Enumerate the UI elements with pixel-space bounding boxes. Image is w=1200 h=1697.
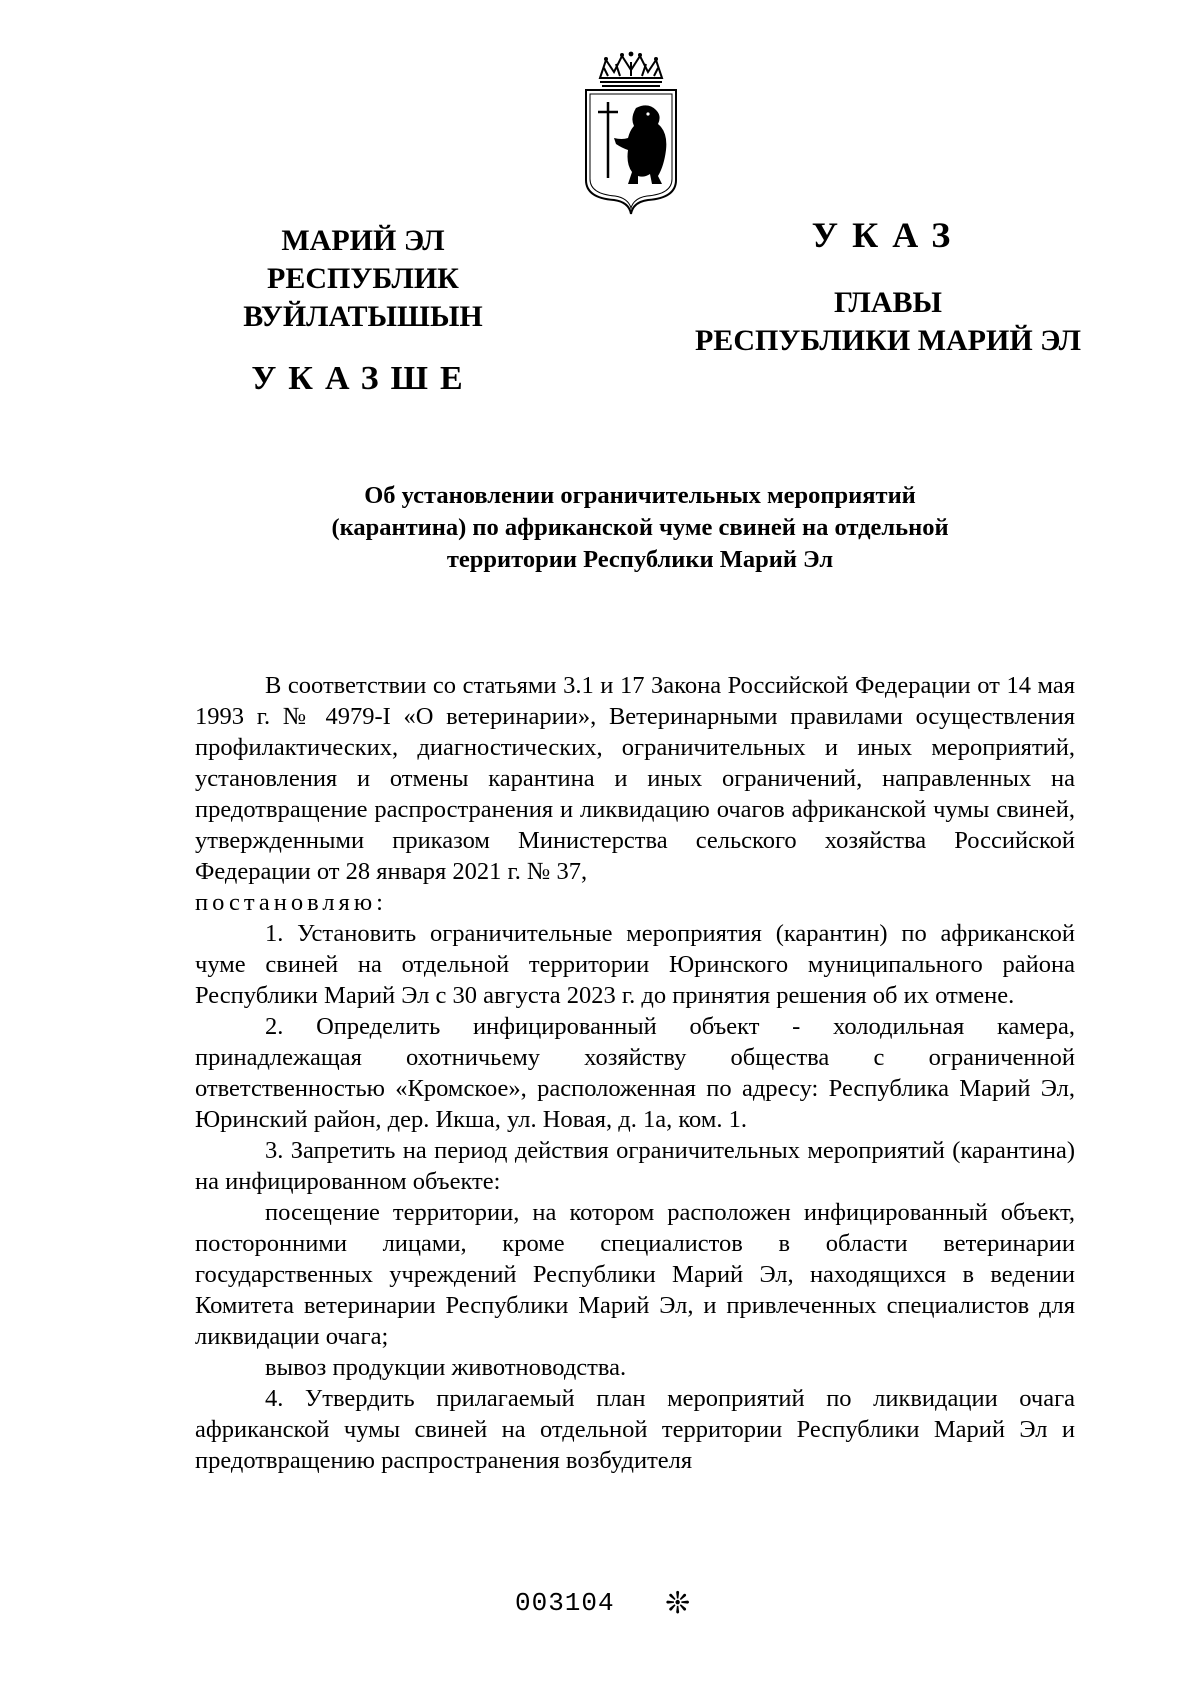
header-left-doc-type: УКАЗШЕ bbox=[251, 360, 475, 397]
header-right-line1: ГЛАВЫ bbox=[833, 286, 943, 319]
title-line3: территории Республики Марий Эл bbox=[446, 546, 834, 573]
coat-of-arms-emblem bbox=[578, 50, 684, 218]
paragraph-2: 2. Определить инфицированный объект - холодильная камера, принадлежащая охотничьему хозяйству общества с ограниченной ответственностью «Кромское», расположенная по адресу: Республика Марий Эл, Юринский район, дер. Икша, ул. Новая, д. 1а, ком. 1. bbox=[195, 1013, 1075, 1133]
decree-word: постановляю: bbox=[195, 889, 387, 916]
preamble-paragraph: В соответствии со статьями 3.1 и 17 Закона Российской Федерации от 14 мая 1993 г. № 4979-I «О ветеринарии», Ветеринарными правилами осуществления профилактических, диагностических, ограничительных и иных мероприятий, установления и отмены карантина и иных ограничений, направленных на предотвращение распространения и ликвидацию очагов африканской чумы свиней, утвержденными приказом Министерства сельского хозяйства Российской Федерации от 28 января 2021 г. № 37, bbox=[195, 672, 1075, 885]
title-line1: Об установлении ограничительных мероприятий bbox=[364, 482, 916, 509]
header-right-block bbox=[688, 216, 1088, 360]
paragraph-3-item-2: вывоз продукции животноводства. bbox=[265, 1354, 627, 1381]
paragraph-1: 1. Установить ограничительные мероприятия (карантин) по африканской чуме свиней на отдельной территории Юринского муниципального района Республики Марий Эл с 30 августа 2023 г. до принятия решения об их отмене. bbox=[195, 920, 1075, 1009]
serial-number: 003104 bbox=[515, 1588, 615, 1618]
document-title bbox=[190, 480, 1090, 576]
paragraph-3: 3. Запретить на период действия ограничительных мероприятий (карантина) на инфицированном объекте: bbox=[195, 1137, 1075, 1195]
header-left-line1: МАРИЙ ЭЛ РЕСПУБЛИК bbox=[267, 224, 459, 295]
header-left-block bbox=[188, 222, 538, 398]
header-right-line2: РЕСПУБЛИКИ МАРИЙ ЭЛ bbox=[694, 324, 1081, 357]
header-right-doc-type: УКАЗ bbox=[811, 215, 965, 255]
title-line2: (карантина) по африканской чуме свиней на отдельной bbox=[331, 514, 949, 541]
paragraph-4: 4. Утвердить прилагаемый план мероприятий по ликвидации очага африканской чумы свиней на отдельной территории Республики Марий Эл и предотвращению распространения возбудителя bbox=[195, 1385, 1075, 1474]
header-left-line2: ВУЙЛАТЫШЫН bbox=[243, 300, 483, 333]
paragraph-3-item-1: посещение территории, на котором расположен инфицированный объект, посторонними лицами, кроме специалистов в области ветеринарии государственных учреждений Республики Марий Эл, находящихся в ведении Комитета ветеринарии Республики Марий Эл, и привлеченных специалистов для ликвидации очага; bbox=[195, 1199, 1075, 1350]
document-body bbox=[195, 670, 1075, 1476]
asterisk-mark-icon: ❊ bbox=[665, 1586, 691, 1621]
